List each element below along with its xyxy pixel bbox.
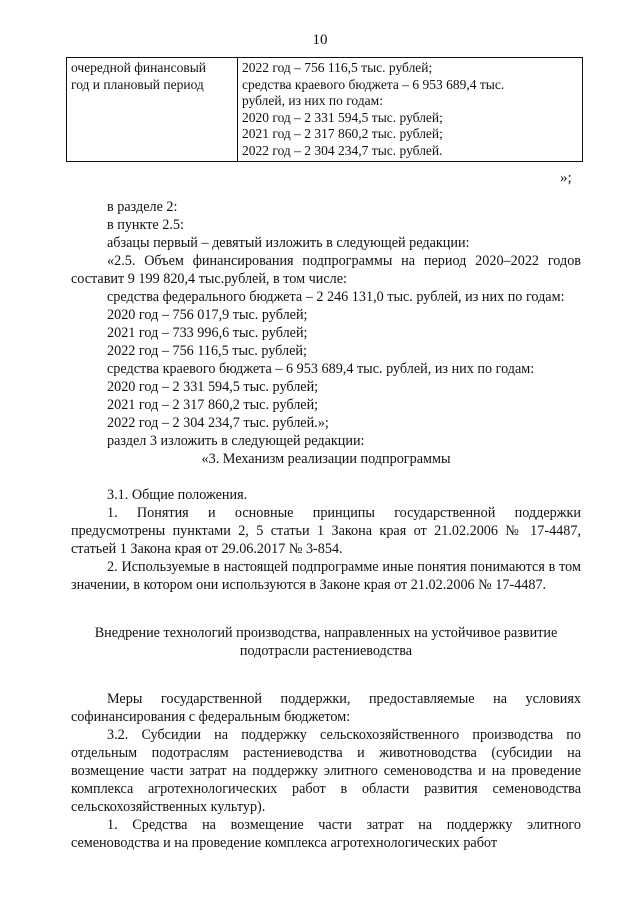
paragraph: 1. Понятия и основные принципы государственной поддержки предусмотрены пунктами 2, 5 статьи 1 Закона края от 21.02.2006 № 17-4487, статьей 1 Закона края от 29.06.2017 № 3-854. — [71, 505, 581, 557]
paragraph: Меры государственной поддержки, предоставляемые на условиях софинансирования с федеральным бюджетом: — [71, 691, 581, 725]
paragraph: в пункте 2.5: — [107, 217, 184, 233]
paragraph: 3.1. Общие положения. — [107, 487, 248, 503]
table-cell-line: 2020 год – 2 331 594,5 тыс. рублей; — [242, 109, 443, 125]
paragraph: 2022 год – 2 304 234,7 тыс. рублей.»; — [107, 415, 329, 431]
table-cell-line: рублей, из них по годам: — [242, 93, 383, 108]
paragraph: «2.5. Объем финансирования подпрограммы на период 2020–2022 годов составит 9 199 820,4 тыс.рублей, в том числе: — [71, 253, 581, 287]
section-heading: «3. Механизм реализации подпрограммы — [201, 451, 451, 467]
table-cell-line: 2022 год – 2 304 234,7 тыс. рублей. — [242, 142, 443, 158]
paragraph: раздел 3 изложить в следующей редакции: — [107, 433, 365, 449]
paragraph: средства федерального бюджета – 2 246 131,0 тыс. рублей, из них по годам: — [107, 289, 565, 305]
table-cell-period — [67, 58, 238, 162]
table-cell-line: средства краевого бюджета – 6 953 689,4 тыс. — [242, 76, 505, 92]
paragraph: 2020 год – 756 017,9 тыс. рублей; — [107, 307, 308, 323]
paragraph: 2021 год – 2 317 860,2 тыс. рублей; — [107, 397, 319, 413]
paragraph: средства краевого бюджета – 6 953 689,4 тыс. рублей, из них по годам: — [107, 361, 535, 377]
table-row — [67, 58, 583, 162]
subsection-heading: Внедрение технологий производства, направленных на устойчивое развитие подотрасли растениеводства — [94, 625, 558, 659]
page-number: 10 — [312, 32, 328, 48]
paragraph: 2. Используемые в настоящей подпрограмме иные понятия понимаются в том значении, в котором они используются в Законе края от 21.02.2006 № 17-4487. — [71, 559, 581, 593]
paragraph: 2022 год – 756 116,5 тыс. рублей; — [107, 343, 307, 359]
table-cell-line: 2022 год – 756 116,5 тыс. рублей; — [242, 60, 433, 75]
document-body — [71, 198, 581, 852]
paragraph: абзацы первый – девятый изложить в следующей редакции: — [107, 235, 470, 251]
paragraph: 3.2. Субсидии на поддержку сельскохозяйственного производства по отдельным подотраслям растениеводства и животноводства (субсидии на возмещение части затрат на поддержку элитного семеноводства и на проведение комплекса агротехнологических работ в области развития семеноводства сельскохозяйственных культур). — [71, 727, 581, 815]
table-cell-line: год и плановый период — [71, 76, 204, 92]
table-cell-line: очередной финансовый — [71, 60, 207, 75]
table-cell-amounts — [238, 58, 583, 162]
paragraph: 2020 год – 2 331 594,5 тыс. рублей; — [107, 379, 319, 395]
closing-quote-mark: »; — [560, 170, 572, 186]
paragraph: 1. Средства на возмещение части затрат на поддержку элитного семеноводства и на проведение комплекса агротехнологических работ — [71, 817, 581, 851]
financing-table — [66, 57, 583, 162]
paragraph: в разделе 2: — [107, 199, 178, 215]
paragraph: 2021 год – 733 996,6 тыс. рублей; — [107, 325, 308, 341]
table-cell-line: 2021 год – 2 317 860,2 тыс. рублей; — [242, 126, 443, 141]
